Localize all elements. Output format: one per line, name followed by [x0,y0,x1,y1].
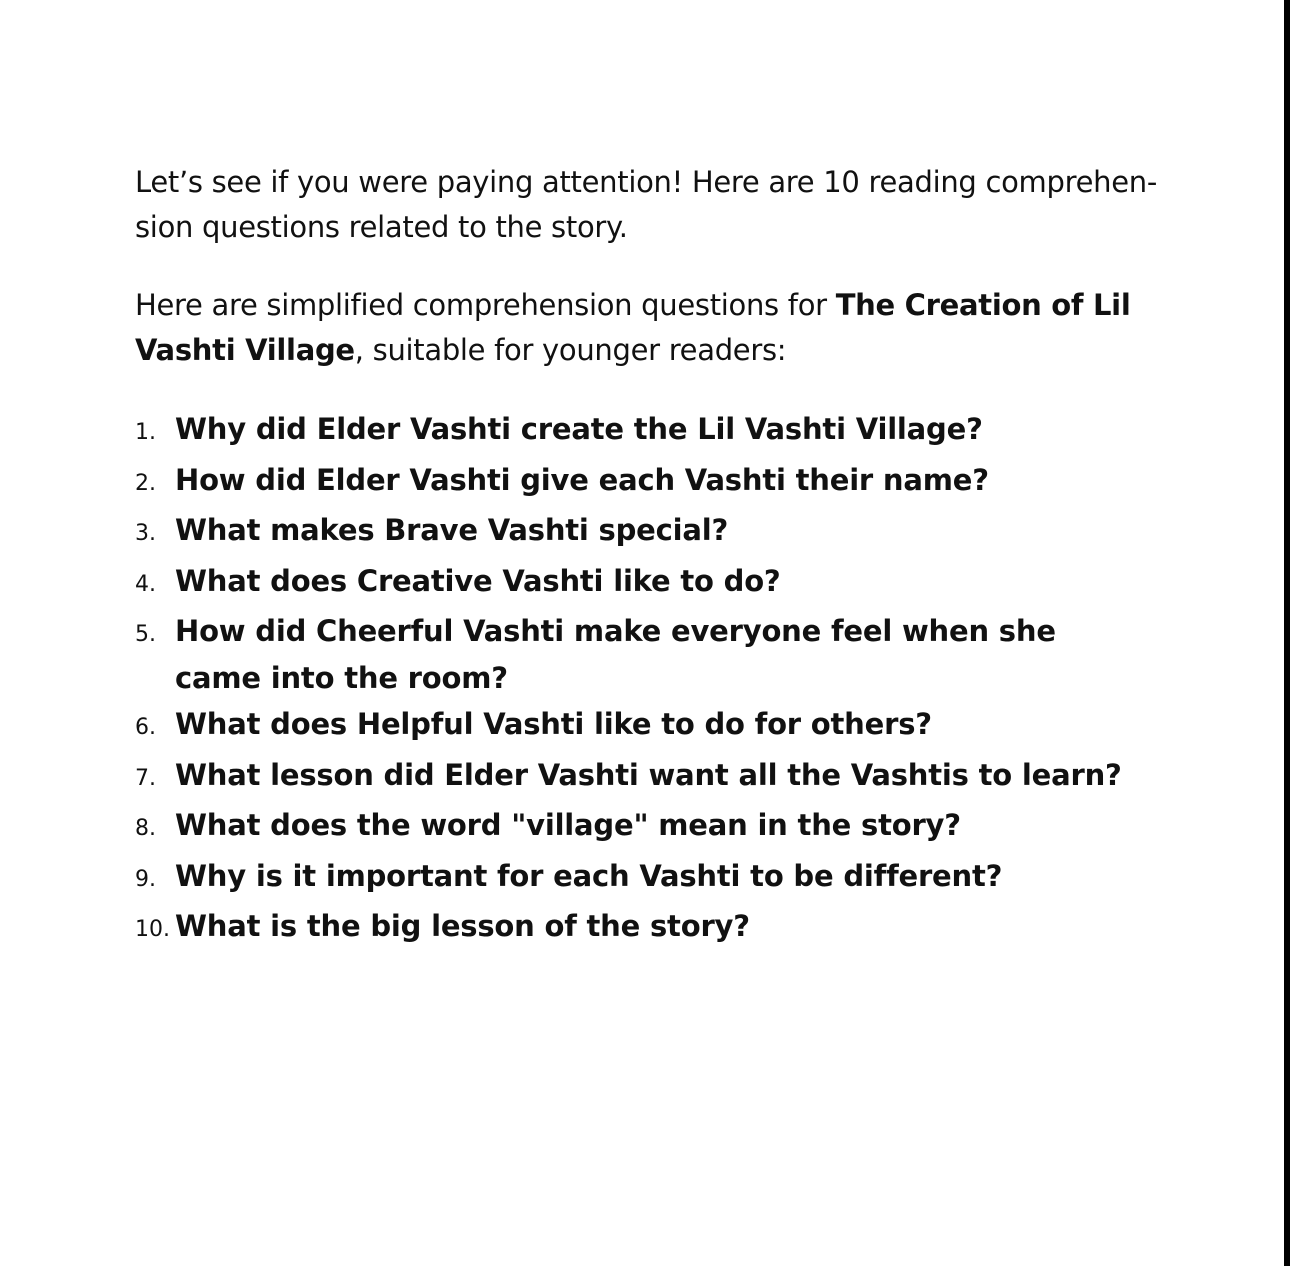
intro-line-1: Let’s see if you were paying attention! Here are 10 reading comprehen- [135,165,1157,199]
question-number: 9. [135,866,156,892]
intro-paragraph [135,160,1185,250]
question-number: 2. [135,470,156,496]
question-number: 6. [135,715,156,740]
question-item [135,701,1185,752]
question-item [135,457,1185,508]
story-title: The Creation of Lil Vashti Village [135,288,1131,367]
question-number: 1. [135,420,156,445]
lead-suffix: , suitable for younger readers: [354,333,787,367]
lead-paragraph [135,283,1185,373]
question-text: Why did Elder Vashti create the Lil Vashti Village? [175,412,983,446]
question-item [135,903,1185,954]
question-number: 10. [135,917,170,942]
page-edge-border [1284,0,1290,1266]
intro-line-2: sion questions related to the story. [135,210,628,244]
question-text: How did Elder Vashti give each Vashti their name? [175,462,989,497]
question-text: Why is it important for each Vashti to be different? [175,858,1003,893]
question-list [135,406,1185,954]
question-item [135,558,1185,609]
question-item [135,406,1185,457]
question-number: 8. [135,816,156,841]
question-text: What does the word "village" mean in the story? [175,808,961,842]
question-text: What does Creative Vashti like to do? [175,563,781,598]
lead-prefix: Here are simplified comprehension questions for [135,288,836,322]
question-item [135,752,1185,803]
page-content [135,160,1185,954]
question-text: What does Helpful Vashti like to do for others? [175,707,932,741]
question-item [135,802,1185,853]
question-item [135,608,1185,701]
question-text: What lesson did Elder Vashti want all the Vashtis to learn? [175,757,1122,792]
question-number: 3. [135,521,156,546]
question-text: How did Cheerful Vashti make everyone feel when she came into the room? [175,614,1056,695]
question-number: 7. [135,765,156,791]
question-text: What is the big lesson of the story? [175,909,750,943]
question-item [135,507,1185,558]
question-item [135,853,1185,904]
question-number: 5. [135,622,156,647]
question-text: What makes Brave Vashti special? [175,513,729,547]
question-number: 4. [135,571,156,597]
